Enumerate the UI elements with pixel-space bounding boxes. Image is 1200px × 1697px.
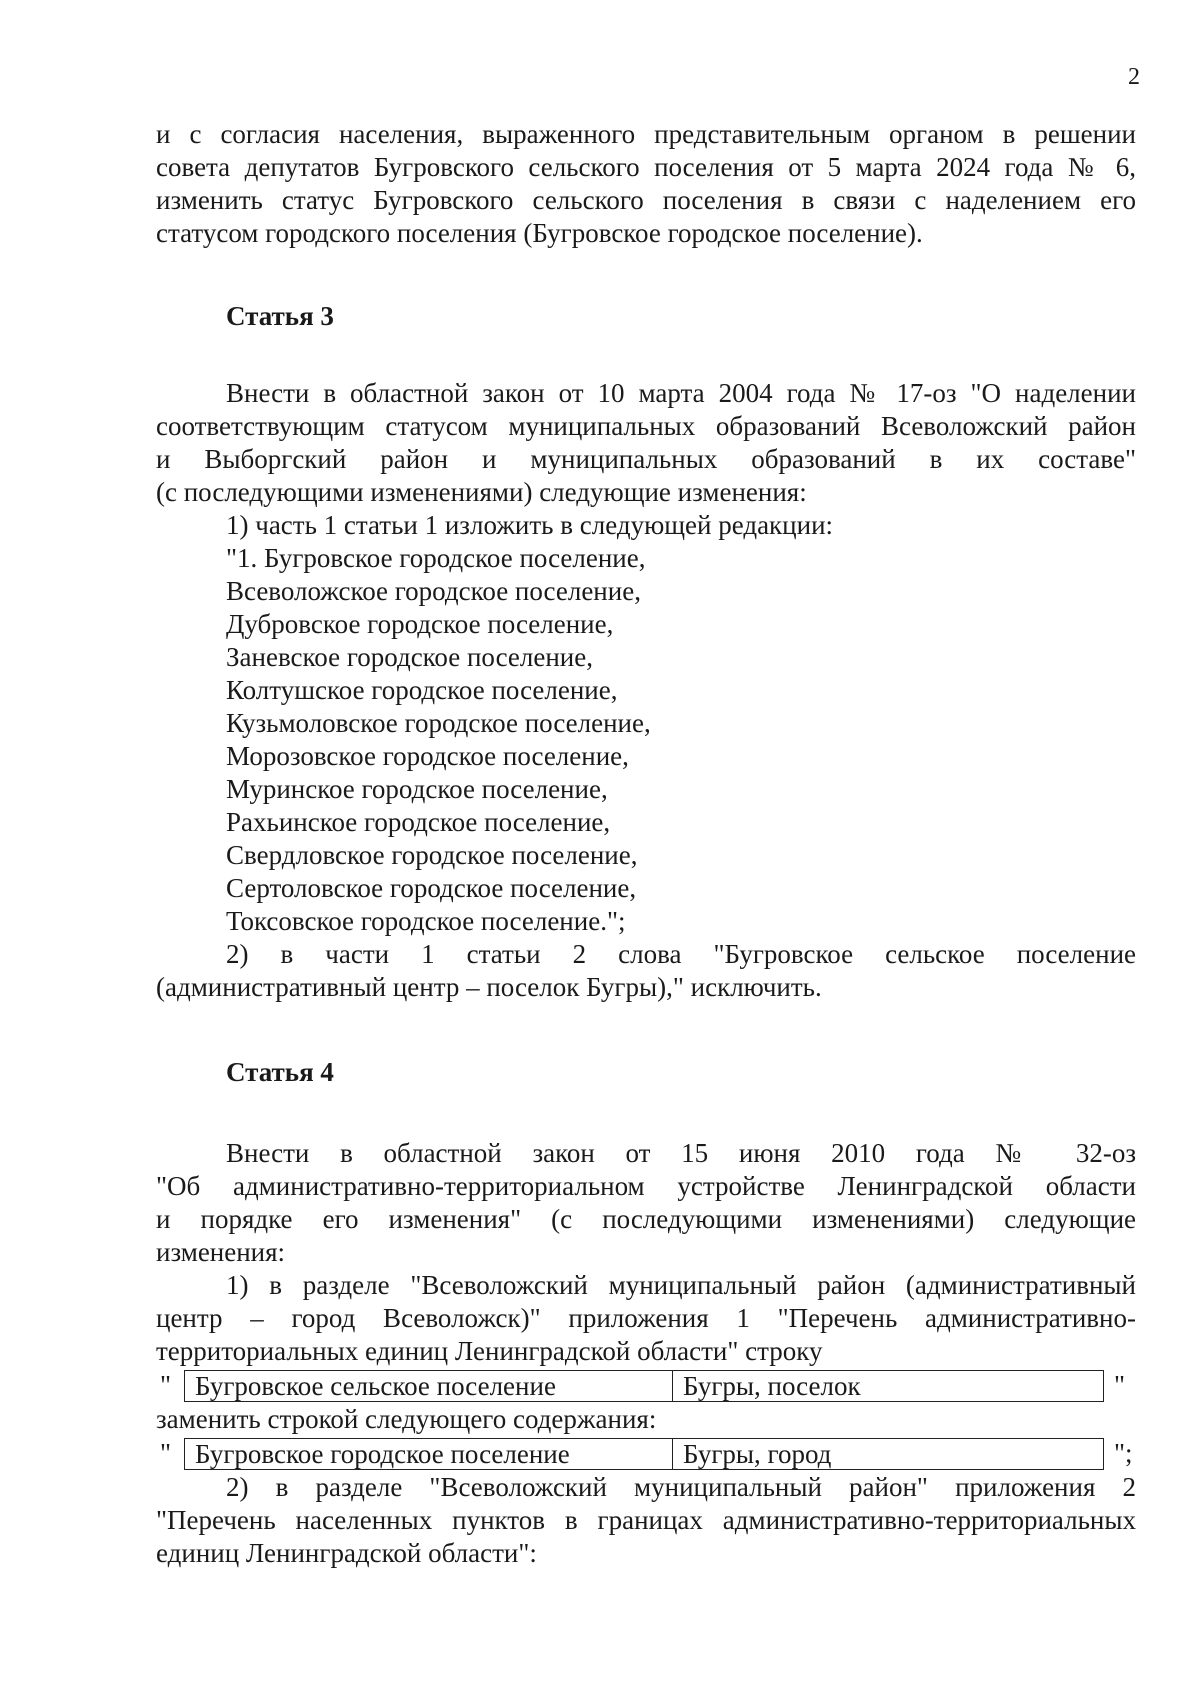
old-table-row <box>184 1370 1104 1402</box>
document-body <box>156 118 1136 1570</box>
article-3-paragraph-line: (с последующими изменениями) следующие изменения: <box>156 477 807 507</box>
close-quote: " <box>1114 1370 1126 1400</box>
intro-line: статусом городского поселения (Бугровское городское поселение). <box>156 218 923 248</box>
settlement-line: Кузьмоловское городское поселение, <box>226 708 651 738</box>
open-quote: " <box>160 1370 172 1400</box>
settlement-line: Морозовское городское поселение, <box>226 741 629 771</box>
article-3-item-2-line: 2) в части 1 статьи 2 слова "Бугровское сельское поселение <box>226 939 1136 969</box>
article-4-item-2-line: единиц Ленинградской области": <box>156 1538 537 1568</box>
article-4-paragraph-line: Внести в областной закон от 15 июня 2010 года № 32-оз <box>226 1138 1136 1168</box>
new-table-row <box>184 1438 1104 1470</box>
article-3-paragraph-line: и Выборгский район и муниципальных образований в их составе" <box>156 444 1136 474</box>
intro-line: изменить статус Бугровского сельского поселения в связи с наделением его <box>156 185 1136 215</box>
close-quote: "; <box>1114 1438 1133 1468</box>
article-4-paragraph-line: изменения: <box>156 1237 286 1267</box>
article-3-heading: Статья 3 <box>226 301 334 331</box>
article-3-item-2-line: (административный центр – поселок Бугры)," исключить. <box>156 972 822 1002</box>
new-row-locality-cell: Бугры, город <box>683 1438 832 1469</box>
article-4-heading: Статья 4 <box>226 1057 334 1087</box>
page-number: 2 <box>1128 64 1140 90</box>
article-4-item-1-line: территориальных единиц Ленинградской области" строку <box>156 1336 823 1366</box>
settlement-line: Муринское городское поселение, <box>226 774 608 804</box>
settlement-line: Свердловское городское поселение, <box>226 840 638 870</box>
article-4-item-1-line: центр – город Всеволожск)" приложения 1 "Перечень административно- <box>156 1303 1136 1333</box>
intro-line: и с согласия населения, выраженного представительным органом в решении <box>156 119 1136 149</box>
settlement-line: Сертоловское городское поселение, <box>226 873 637 903</box>
settlement-line: Рахьинское городское поселение, <box>226 807 611 837</box>
settlement-line: Всеволожское городское поселение, <box>226 576 641 606</box>
settlement-line: Заневское городское поселение, <box>226 642 593 672</box>
new-row-settlement-cell: Бугровское городское поселение <box>185 1439 673 1469</box>
settlement-line: "1. Бугровское городское поселение, <box>226 543 646 573</box>
article-4-item-1-line: 1) в разделе "Всеволожский муниципальный район (административный <box>226 1270 1136 1300</box>
article-3-item-1: 1) часть 1 статьи 1 изложить в следующей редакции: <box>226 510 834 540</box>
open-quote: " <box>160 1438 172 1468</box>
old-row-settlement-cell: Бугровское сельское поселение <box>185 1371 673 1401</box>
old-row-locality-cell: Бугры, поселок <box>683 1370 861 1401</box>
intro-line: совета депутатов Бугровского сельского поселения от 5 марта 2024 года № 6, <box>156 152 1136 182</box>
article-3-paragraph-line: Внести в областной закон от 10 марта 2004 года № 17-оз "О наделении <box>226 378 1136 408</box>
settlement-line: Дубровское городское поселение, <box>226 609 614 639</box>
settlement-line: Колтушское городское поселение, <box>226 675 618 705</box>
article-4-paragraph-line: "Об административно-территориальном устройстве Ленинградской области <box>156 1171 1136 1201</box>
article-4-item-2-line: 2) в разделе "Всеволожский муниципальный район" приложения 2 <box>226 1472 1136 1502</box>
replace-text: заменить строкой следующего содержания: <box>156 1404 657 1434</box>
new-table-row-line <box>156 1436 1136 1471</box>
article-4-paragraph-line: и порядке его изменения" (с последующими изменениями) следующие <box>156 1204 1136 1234</box>
article-3-paragraph-line: соответствующим статусом муниципальных образований Всеволожский район <box>156 411 1136 441</box>
settlement-line: Токсовское городское поселение."; <box>226 906 626 936</box>
old-table-row-line <box>156 1368 1136 1403</box>
article-4-item-2-line: "Перечень населенных пунктов в границах административно-территориальных <box>156 1505 1136 1535</box>
